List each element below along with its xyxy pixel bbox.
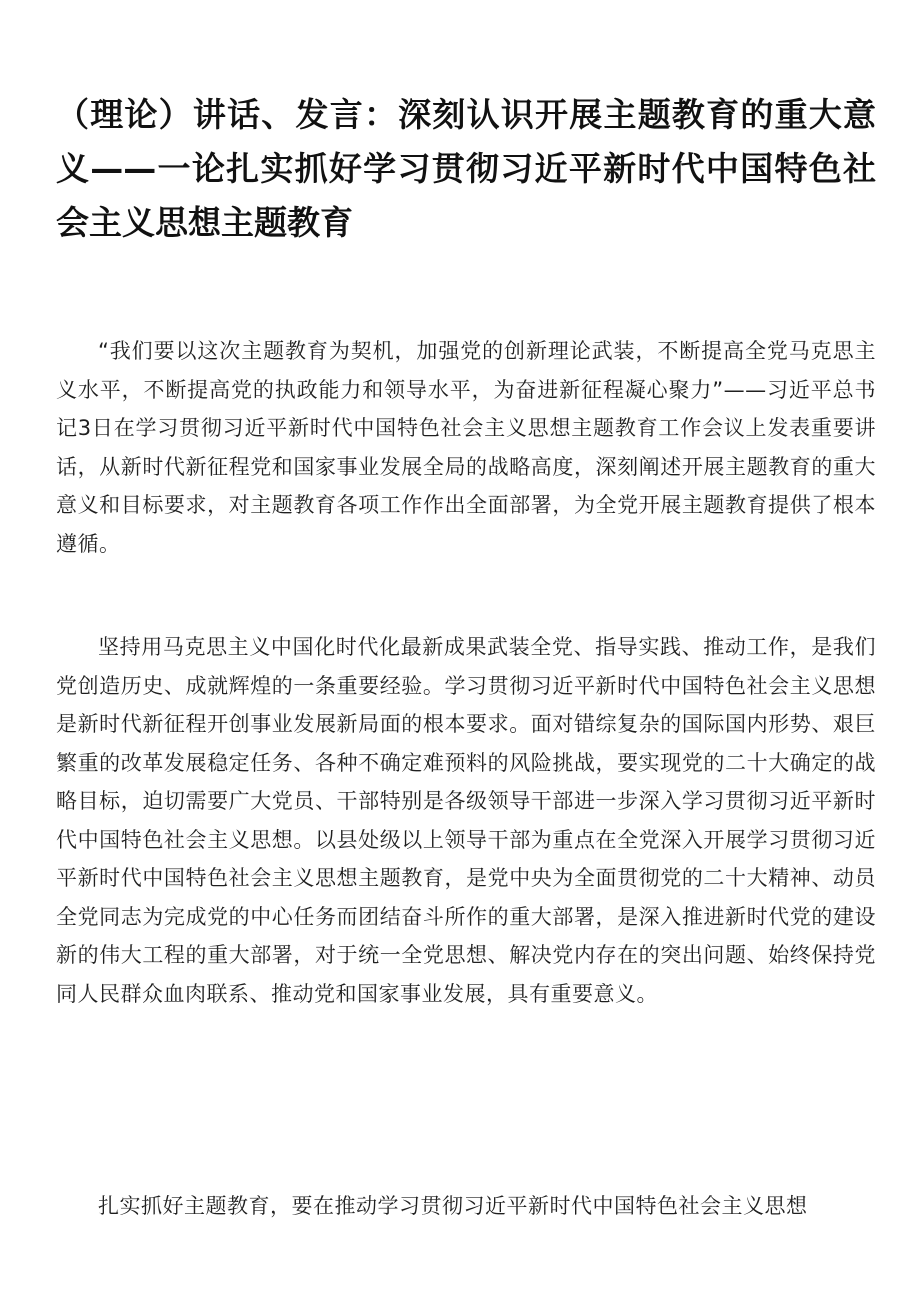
- paragraph-1: “我们要以这次主题教育为契机，加强党的创新理论武装，不断提高全党马克思主义水平，不断提高党的执政能力和领导水平，为奋进新征程凝心聚力”——习近平总书记3日在学习贯彻习近平新时代中国特色社会主义思想主题教育工作会议上发表重要讲话，从新时代新征程党和国家事业发展全局的战略高度，深刻阐述开展主题教育的重大意义和目标要求，对主题教育各项工作作出全面部署，为全党开展主题教育提供了根本遵循。: [56, 339, 876, 556]
- document-title: （理论）讲话、发言：深刻认识开展主题教育的重大意义——一论扎实抓好学习贯彻习近平新时代中国特色社会主义思想主题教育: [56, 95, 876, 242]
- paragraph-2: 坚持用马克思主义中国化时代化最新成果武装全党、指导实践、推动工作，是我们党创造历史、成就辉煌的一条重要经验。学习贯彻习近平新时代中国特色社会主义思想是新时代新征程开创事业发展新局面的根本要求。面对错综复杂的国际国内形势、艰巨繁重的改革发展稳定任务、各种不确定难预料的风险挑战，要实现党的二十大确定的战略目标，迫切需要广大党员、干部特别是各级领导干部进一步深入学习贯彻习近平新时代中国特色社会主义思想。以县处级以上领导干部为重点在全党深入开展学习贯彻习近平新时代中国特色社会主义思想主题教育，是党中央为全面贯彻党的二十大精神、动员全党同志为完成党的中心任务而团结奋斗所作的重大部署，是深入推进新时代党的建设新的伟大工程的重大部署，对于统一全党思想、解决党内存在的突出问题、始终保持党同人民群众血肉联系、推动党和国家事业发展，具有重要意义。: [56, 635, 876, 1006]
- paragraph-3: 扎实抓好主题教育，要在推动学习贯彻习近平新时代中国特色社会主义思想: [98, 1194, 808, 1218]
